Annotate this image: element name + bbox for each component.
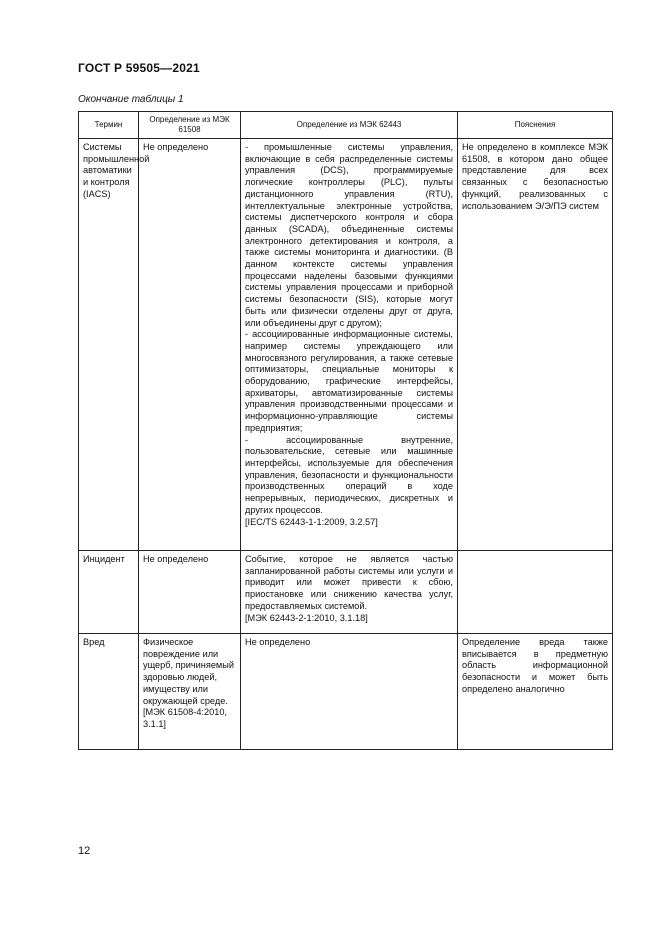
page-number: 12 (78, 845, 91, 857)
iec61508-cell: Не определено (139, 551, 241, 634)
term-cell: Вред (79, 634, 139, 750)
table-header-row (79, 112, 613, 139)
term-cell: Системы промышленной автоматики и контроля (IACS) (79, 139, 139, 551)
term-cell: Инцидент (79, 551, 139, 634)
notes-cell (458, 551, 613, 634)
header-notes: Пояснения (458, 112, 613, 139)
document-standard-title: ГОСТ Р 59505—2021 (78, 61, 200, 75)
header-iec62443: Определение из МЭК 62443 (241, 112, 458, 139)
header-term: Термин (79, 112, 139, 139)
iec62443-cell (241, 139, 458, 551)
table-row (79, 551, 613, 634)
iec62443-cell: Не определено (241, 634, 458, 750)
table-caption: Окончание таблицы 1 (78, 94, 184, 105)
reference: [МЭК 61508-4:2010, 3.1.1] (143, 707, 227, 729)
table-row (79, 634, 613, 750)
definition-text: Событие, которое не является частью запланированной работы системы или услуги и приводит или может привести к сбою, приостановке или снижению качества услуг, предоставляемых системой. (245, 554, 453, 611)
definitions-table (78, 111, 613, 750)
iec61508-cell (139, 634, 241, 750)
definition-item: - промышленные системы управления, включающие в себя распределенные системы управления (DCS), программируемые логические контроллеры (PLC), пульты дистанционного управления (RTU), интеллектуальные электронные устройства, системы диспетчерского контроля и сбора данных (SCADA), объединенные системы электронного детектирования и контроля, а также системы мониторинга и диагностики. (В данном контексте системы управления процессами наделены базовыми функциями системы управления процессами и приборной системы безопасности (SIS), которые могут быть или физически отделены друг от друга, или объединены друг с другом); (245, 142, 453, 328)
definition-item: - ассоциированные внутренние, пользовательские, сетевые или машинные интерфейсы, используемые для обеспечения управления, безопасности и функциональности производственных операций в ходе непрерывных, периодических, дискретных и других процессов. (245, 434, 453, 515)
definition-text: Физическое повреждение или ущерб, причиняемый здоровью людей, имуществу или окружающей среде. (143, 637, 234, 706)
reference: [IEC/TS 62443-1-1:2009, 3.2.57] (245, 516, 378, 527)
header-iec61508: Определение из МЭК 61508 (139, 112, 241, 139)
table-row (79, 139, 613, 551)
notes-cell: Не определено в комплексе МЭК 61508, в котором дано общее представление для всех связанных с безопасностью функций, реализованных с использованием Э/Э/ПЭ систем (458, 139, 613, 551)
iec62443-cell (241, 551, 458, 634)
definition-item: - ассоциированные информационные системы, например системы упреждающего или многосвязного регулирования, а также сетевые оптимизаторы, специальные мониторы к оборудованию, графические интерфейсы, архиваторы, автоматизированные системы управления производственными процессами и информационно-управляющие системы предприятия; (245, 329, 453, 433)
notes-cell: Определение вреда также вписывается в предметную область информационной безопасности и может быть определено аналогично (458, 634, 613, 750)
reference: [МЭК 62443-2-1:2010, 3.1.18] (245, 612, 368, 623)
iec61508-cell: Не определено (139, 139, 241, 551)
